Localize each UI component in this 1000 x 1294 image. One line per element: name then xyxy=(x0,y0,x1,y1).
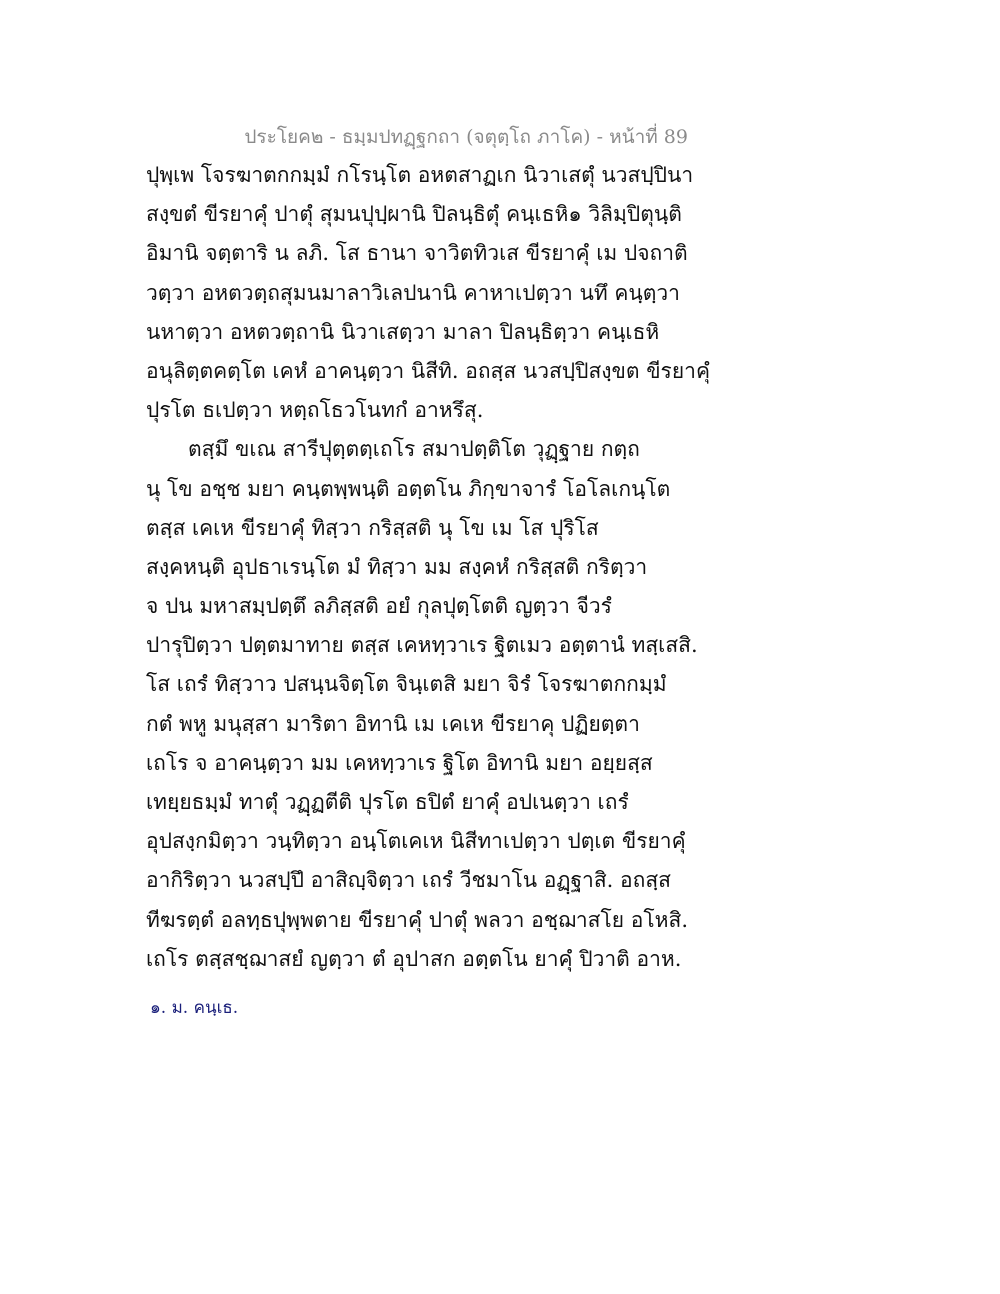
body-text xyxy=(146,156,710,979)
text-line: จ ปน มหาสมฺปตฺตึ ลภิสฺสติ อยํ กุลปุตฺโตติ ญตฺวา จีวรํ xyxy=(146,594,612,619)
footnote: ๑. ม. คนฺเธ. xyxy=(150,998,239,1018)
text-line: วตฺวา อหตวตฺถสุมนมาลาวิเลปนานิ คาหาเปตฺวา นทึ คนฺตฺวา xyxy=(146,280,680,305)
text-line: นหาตฺวา อหตวตฺถานิ นิวาเสตฺวา มาลา ปิลนฺธิตฺวา คนฺเธหิ xyxy=(146,319,660,344)
text-line: อนุลิตฺตคตฺโต เคหํ อาคนฺตฺวา นิสีทิ. อถสฺส นวสปฺปิสงฺขต ขีรยาคุํ xyxy=(146,358,710,383)
paragraph-2 xyxy=(146,430,706,979)
text-line: เถโร จ อาคนฺตฺวา มม เคหทฺวาเร ฐิโต อิทานิ มยา อยฺยสฺส xyxy=(146,750,653,775)
paragraph-1 xyxy=(146,156,710,430)
text-line: ตสฺส เคเห ขีรยาคุํ ทิสฺวา กริสฺสติ นุ โข เม โส ปุริโส xyxy=(146,515,599,540)
text-line: อากิริตฺวา นวสปฺปึ อาสิญฺจิตฺวา เถรํ วีชมาโน อฏฺฐาสิ. อถสฺส xyxy=(146,868,671,893)
text-line: เทยฺยธมฺมํ ทาตุํ วฏฺฏตีติ ปุรโต ธปิตํ ยาคุํ อปเนตฺวา เถรํ xyxy=(146,790,629,814)
text-line: เถโร ตสฺสชฺฌาสยํ ญตฺวา ตํ อุปาสก อตฺตโน ยาคุํ ปิวาติ อาห. xyxy=(146,946,682,971)
text-line: กตํ พหู มนุสฺสา มาริตา อิทานิ เม เคเห ขีรยาคุ ปฏิยตฺตา xyxy=(146,711,640,736)
running-header: ประโยค๒ - ธมฺมปทฏฺฐกถา (จตุตฺโถ ภาโค) - หน้าที่ 89 xyxy=(244,126,688,148)
text-line: สงฺขตํ ขีรยาคุํ ปาตุํ สุมนปุปฺผานิ ปิลนฺธิตุํ คนฺเธหิ๑ วิลิมฺปิตุนฺติ xyxy=(146,202,682,227)
text-line: สงฺคหนฺติ อุปธาเรนฺโต มํ ทิสฺวา มม สงฺคหํ กริสฺสติ กริตฺวา xyxy=(146,554,648,579)
text-line: อิมานิ จตฺตาริ น ลภิ. โส ธานา จาวิตทิวเส ขีรยาคุํ เม ปจถาติ xyxy=(146,241,688,266)
text-line: อุปสงฺกมิตฺวา วนฺทิตฺวา อนฺโตเคเห นิสีทาเปตฺวา ปตฺเต ขีรยาคุํ xyxy=(146,829,686,854)
text-line: ปุรโต ธเปตฺวา หตฺถโธวโนทกํ อาหรึสุ. xyxy=(146,398,484,423)
text-line: ปุพฺเพ โจรฆาตกกมฺมํ กโรนฺโต อหตสาฏเก นิวาเสตุํ นวสปฺปินา xyxy=(146,163,694,187)
text-line: ทีฆรตฺตํ อลทฺธปุพฺพตาย ขีรยาคุํ ปาตุํ พลวา อชฺฌาสโย อโหสิ. xyxy=(146,907,688,932)
text-line: ตสฺมึ ขเณ สารีปุตฺตตฺเถโร สมาปตฺติโต วุฏฺฐาย กตฺถ xyxy=(188,437,640,462)
text-line: นุ โข อชฺช มยา คนฺตพฺพนฺติ อตฺตโน ภิกฺขาจารํ โอโลเกนฺโต xyxy=(146,476,671,501)
text-line: ปารุปิตฺวา ปตฺตมาทาย ตสฺส เคหทฺวาเร ฐิตเมว อตฺตานํ ทสฺเสสิ. xyxy=(146,633,698,658)
text-line: โส เถรํ ทิสฺวาว ปสนฺนจิตฺโต จินฺเตสิ มยา จิรํ โจรฆาตกกมฺมํ xyxy=(146,672,667,697)
